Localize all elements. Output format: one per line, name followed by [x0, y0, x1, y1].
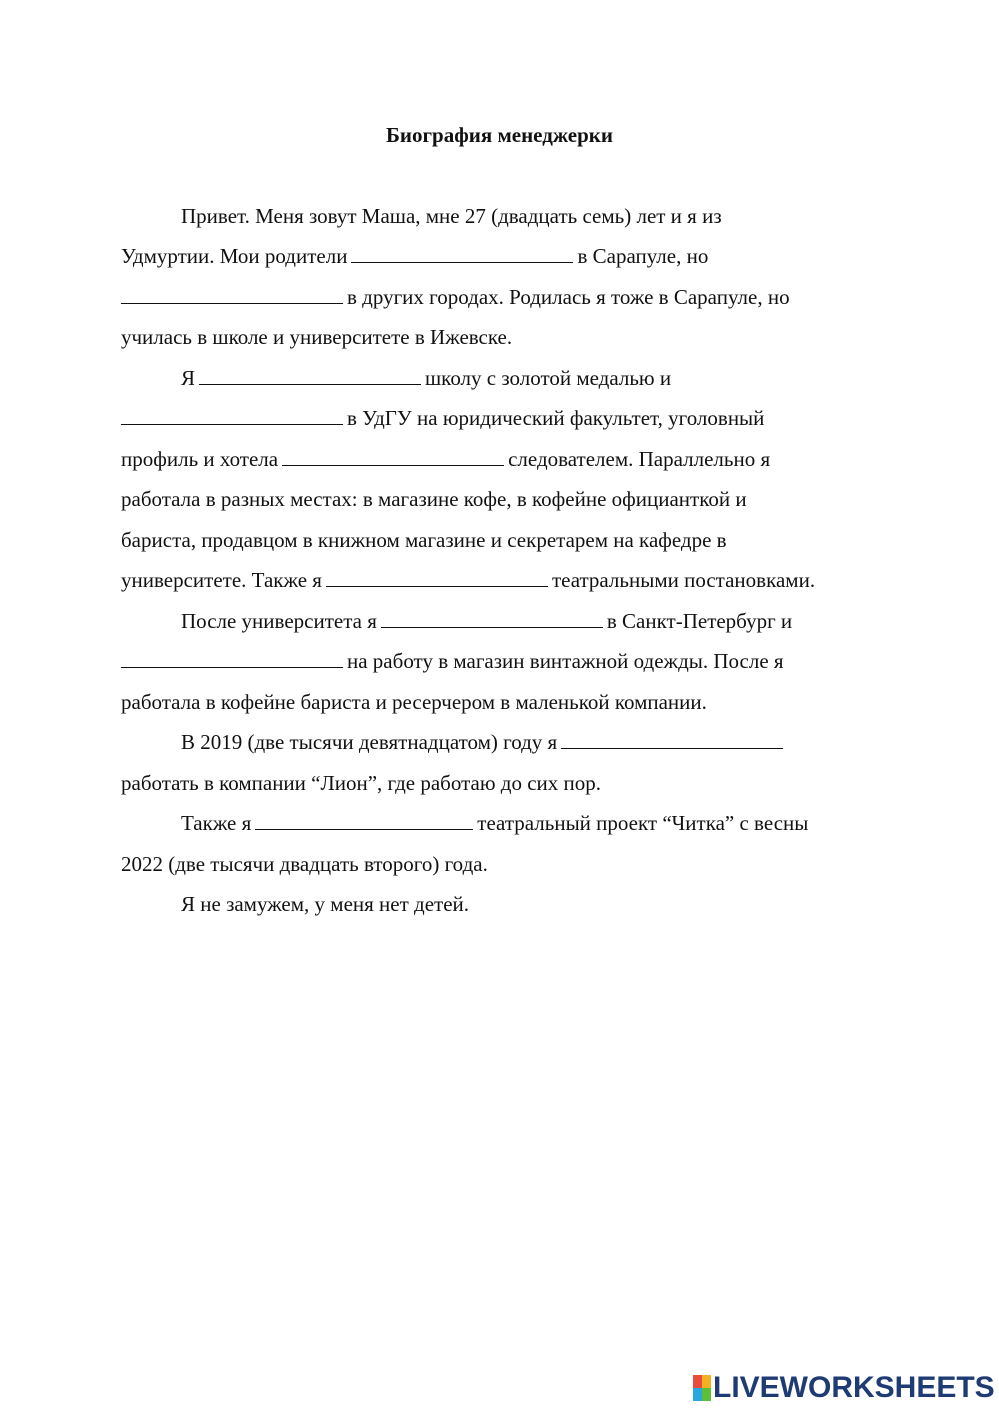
logo-text: LIVEWORKSHEETS: [713, 1371, 995, 1404]
answer-blank[interactable]: [199, 364, 421, 385]
liveworksheets-logo-icon: [693, 1375, 711, 1401]
text-line: В 2019 (две тысячи девятнадцатом) году я: [181, 727, 787, 757]
answer-blank[interactable]: [351, 242, 573, 263]
text-line: работать в компании “Лион”, где работаю до сих пор.: [121, 771, 601, 795]
text-line: Привет. Меня зовут Маша, мне 27 (двадцать семь) лет и я из: [181, 204, 722, 228]
answer-blank[interactable]: [561, 728, 783, 749]
text-line: 2022 (две тысячи двадцать второго) года.: [121, 852, 488, 876]
text-line: бариста, продавцом в книжном магазине и секретарем на кафедре в: [121, 528, 727, 552]
text-line: Я школу с золотой медалью и: [181, 366, 672, 390]
answer-blank[interactable]: [381, 607, 603, 628]
text-line: Удмуртии. Мои родители в Сарапуле, но: [121, 244, 709, 268]
worksheet-title: Биография менеджерки: [386, 123, 613, 147]
text-line: в УдГУ на юридический факультет, уголовный: [121, 403, 764, 433]
text-line: Я не замужем, у меня нет детей.: [181, 892, 470, 916]
answer-blank[interactable]: [255, 809, 473, 830]
liveworksheets-logo: [693, 1371, 995, 1404]
text-line: работала в разных местах: в магазине кофе, в кофейне официанткой и: [121, 487, 747, 511]
answer-blank[interactable]: [282, 445, 504, 466]
text-line: профиль и хотела следователем. Параллельно я: [121, 447, 771, 471]
text-line: университете. Также я театральными постановками.: [121, 568, 816, 592]
text-line: Также я театральный проект “Читка” с весны: [181, 811, 809, 835]
text-line: После университета я в Санкт-Петербург и: [181, 609, 793, 633]
answer-blank[interactable]: [326, 566, 548, 587]
answer-blank[interactable]: [121, 404, 343, 425]
text-line: училась в школе и университете в Ижевске.: [121, 325, 513, 349]
text-line: на работу в магазин винтажной одежды. После я: [121, 646, 784, 676]
answer-blank[interactable]: [121, 283, 343, 304]
text-line: в других городах. Родилась я тоже в Сарапуле, но: [121, 282, 790, 312]
answer-blank[interactable]: [121, 647, 343, 668]
text-line: работала в кофейне бариста и ресерчером в маленькой компании.: [121, 690, 707, 714]
